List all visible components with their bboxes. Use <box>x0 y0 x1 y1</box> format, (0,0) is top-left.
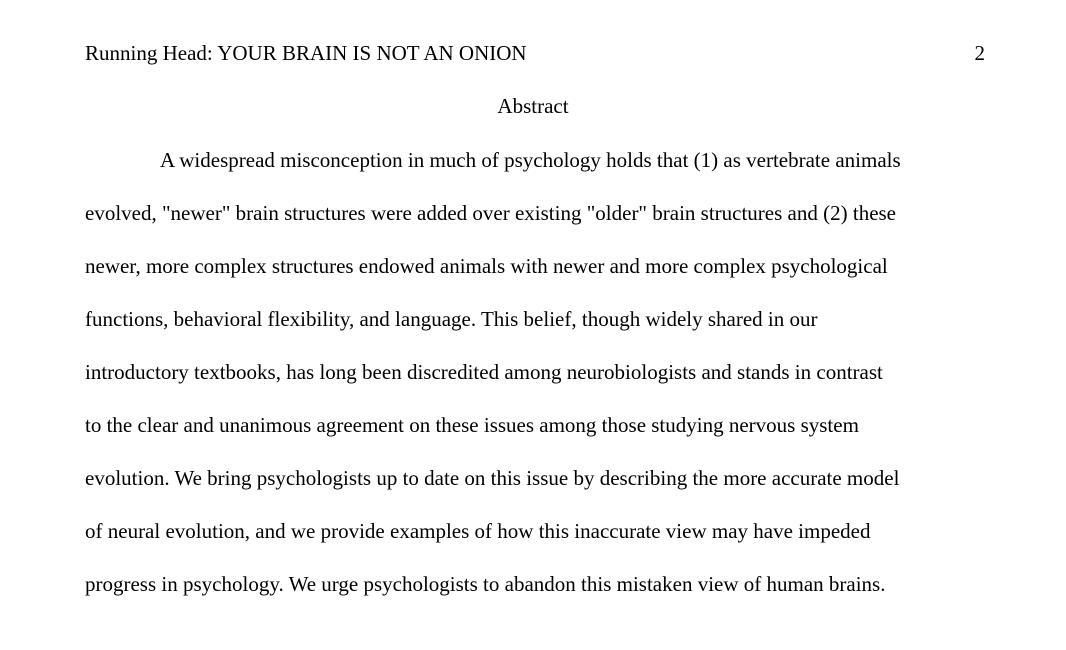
abstract-line: evolved, "newer" brain structures were added over existing "older" brain structures and (2) these <box>85 201 897 225</box>
abstract-line: of neural evolution, and we provide examples of how this inaccurate view may have impeded <box>85 519 871 543</box>
abstract-paragraph <box>85 147 901 624</box>
abstract-line: introductory textbooks, has long been discredited among neurobiologists and stands in contrast <box>85 360 883 384</box>
running-head: Running Head: YOUR BRAIN IS NOT AN ONION <box>85 41 527 65</box>
section-title: Abstract <box>497 94 569 118</box>
abstract-line: newer, more complex structures endowed animals with newer and more complex psychological <box>85 254 888 278</box>
page-number: 2 <box>974 41 985 65</box>
abstract-line: evolution. We bring psychologists up to date on this issue by describing the more accurate model <box>85 466 900 490</box>
abstract-line: functions, behavioral flexibility, and language. This belief, though widely shared in our <box>85 307 818 331</box>
abstract-line: A widespread misconception in much of psychology holds that (1) as vertebrate animals <box>160 148 901 172</box>
abstract-line: progress in psychology. We urge psychologists to abandon this mistaken view of human brains. <box>85 572 886 596</box>
abstract-line: to the clear and unanimous agreement on these issues among those studying nervous system <box>85 413 859 437</box>
